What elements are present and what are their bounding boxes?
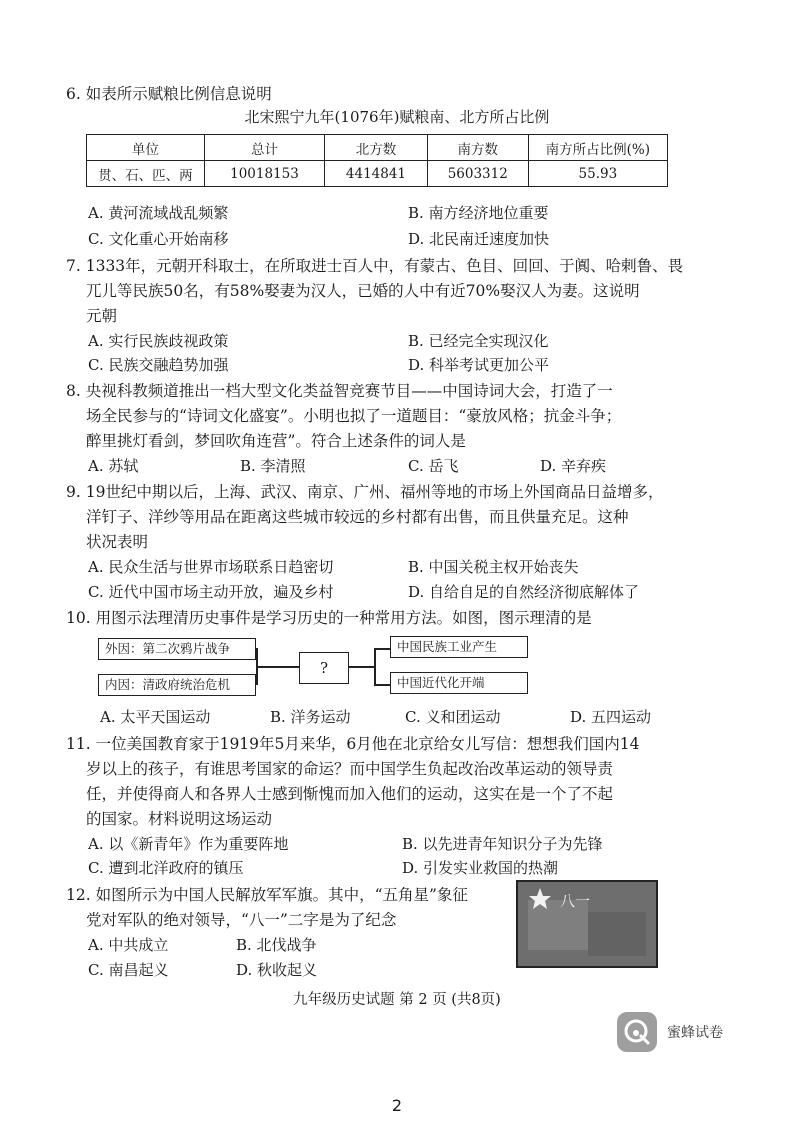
q9-option-b: B. 中国关税主权开始丧失 [408, 558, 579, 576]
q7-option-a: A. 实行民族歧视政策 [88, 332, 229, 350]
q9-line-2: 洋钉子、洋纱等用品在距离这些城市较远的乡村都有出售，而且供量充足。这种 [86, 508, 629, 526]
table-header: 北方数 [325, 135, 428, 161]
bee-logo-icon [617, 1012, 657, 1052]
q10-connector-left [256, 666, 299, 668]
q10-bracket-right [374, 648, 376, 685]
table-cell: 5603312 [427, 161, 528, 187]
q6-stem: 6. 如表所示赋粮比例信息说明 [66, 85, 272, 103]
table-cell: 10018153 [204, 161, 324, 187]
q7-option-c: C. 民族交融趋势加强 [88, 356, 229, 374]
table-header: 南方所占比例(%) [528, 135, 667, 161]
q11-option-b: B. 以先进青年知识分子为先锋 [402, 835, 603, 853]
q9-line-3: 状况表明 [86, 533, 149, 551]
q8-option-d: D. 辛弃疾 [540, 457, 607, 475]
q8-line-2: 场全民参与的“诗词文化盛宴”。小明也拟了一道题目：“豪放风格；抗金斗争； [86, 407, 622, 425]
q11-line-3: 任，并使得商人和各界人士感到惭愧而加入他们的运动，这实在是一个了不起 [86, 785, 614, 803]
q7-line-1: 7. 1333年，元朝开科取士，在所取进士百人中，有蒙古、色目、回回、于阗、哈剌鲁、畏 [66, 257, 684, 275]
table-header-row [87, 135, 668, 161]
q6-option-b: B. 南方经济地位重要 [408, 204, 549, 222]
q10-arrow-bottom [374, 684, 390, 686]
q10-option-c: C. 义和团运动 [405, 708, 501, 726]
q6-table [86, 134, 668, 187]
q8-option-a: A. 苏轼 [88, 457, 139, 475]
q12-line-2: 党对军队的绝对领导，“八一”二字是为了纪念 [86, 911, 397, 929]
q12-line-1: 12. 如图所示为中国人民解放军军旗。其中，“五角星”象征 [66, 886, 468, 904]
q12-option-a: A. 中共成立 [88, 936, 169, 954]
q10-question-box: ? [299, 652, 349, 684]
q6-option-d: D. 北民南迁速度加快 [408, 230, 550, 248]
q7-option-d: D. 科举考试更加公平 [408, 356, 550, 374]
q12-option-d: D. 秋收起义 [236, 961, 318, 979]
q8-option-b: B. 李清照 [240, 457, 306, 475]
q9-line-1: 9. 19世纪中期以后，上海、武汉、南京、广州、福州等地的市场上外国商品日益增多， [66, 483, 664, 501]
flag-bayi-text: 八一 [560, 892, 591, 910]
table-row [87, 161, 668, 187]
table-header: 南方数 [427, 135, 528, 161]
q9-option-c: C. 近代中国市场主动开放，遍及乡村 [88, 583, 334, 601]
watermark-text: 蜜蜂试卷 [667, 1025, 723, 1041]
table-header: 单位 [87, 135, 205, 161]
q11-line-2: 岁以上的孩子，有谁思考国家的命运？而中国学生负起改治改革运动的领导责 [86, 760, 614, 778]
q11-option-c: C. 遭到北洋政府的镇压 [88, 859, 244, 877]
q10-option-d: D. 五四运动 [570, 708, 652, 726]
q7-option-b: B. 已经完全实现汉化 [408, 332, 549, 350]
q7-line-2: 兀儿等民族50名，有58%娶妻为汉人，已婚的人中有近70%娶汉人为妻。这说明 [86, 282, 640, 300]
q6-option-a: A. 黄河流域战乱频繁 [88, 204, 229, 222]
q12-option-c: C. 南昌起义 [88, 961, 169, 979]
q11-option-d: D. 引发实业救国的热潮 [402, 859, 559, 877]
q10-box-result-1: 中国民族工业产生 [390, 636, 528, 658]
q9-option-a: A. 民众生活与世界市场联系日趋密切 [88, 558, 334, 576]
watermark [617, 1012, 723, 1052]
q11-option-a: A. 以《新青年》作为重要阵地 [88, 835, 289, 853]
table-cell: 4414841 [325, 161, 428, 187]
q10-connector-right [348, 666, 374, 668]
q10-option-a: A. 太平天国运动 [100, 708, 211, 726]
q10-option-b: B. 洋务运动 [270, 708, 351, 726]
page-number: 2 [391, 1096, 403, 1115]
table-header: 总计 [204, 135, 324, 161]
q7-line-3: 元朝 [86, 307, 118, 325]
page-footer: 九年级历史试题 第 2 页 (共8页) [293, 992, 501, 1008]
table-cell: 贯、石、匹、两 [87, 161, 205, 187]
q11-line-4: 的国家。材料说明这场运动 [86, 810, 273, 828]
q10-arrow-top [374, 648, 390, 650]
q8-line-3: 醉里挑灯看剑，梦回吹角连营”。符合上述条件的词人是 [86, 432, 466, 450]
q8-option-c: C. 岳飞 [408, 457, 459, 475]
q10-box-external-cause: 外因：第二次鸦片战争 [98, 638, 256, 660]
q8-line-1: 8. 央视科教频道推出一档大型文化类益智竞赛节目——中国诗词大会，打造了一 [66, 382, 613, 400]
army-flag-image [516, 880, 658, 968]
q12-option-b: B. 北伐战争 [236, 936, 317, 954]
table-cell: 55.93 [528, 161, 667, 187]
q10-box-internal-cause: 内因：清政府统治危机 [98, 674, 256, 696]
q10-stem: 10. 用图示法理清历史事件是学习历史的一种常用方法。如图，图示理清的是 [66, 609, 592, 627]
q6-table-title: 北宋熙宁九年(1076年)赋粮南、北方所占比例 [244, 108, 550, 126]
q11-line-1: 11. 一位美国教育家于1919年5月来华，6月他在北京给女儿写信：想想我们国内14 [66, 735, 640, 753]
q10-box-result-2: 中国近代化开端 [390, 672, 528, 694]
q6-option-c: C. 文化重心开始南移 [88, 230, 229, 248]
q9-option-d: D. 自给自足的自然经济彻底解体了 [408, 583, 640, 601]
